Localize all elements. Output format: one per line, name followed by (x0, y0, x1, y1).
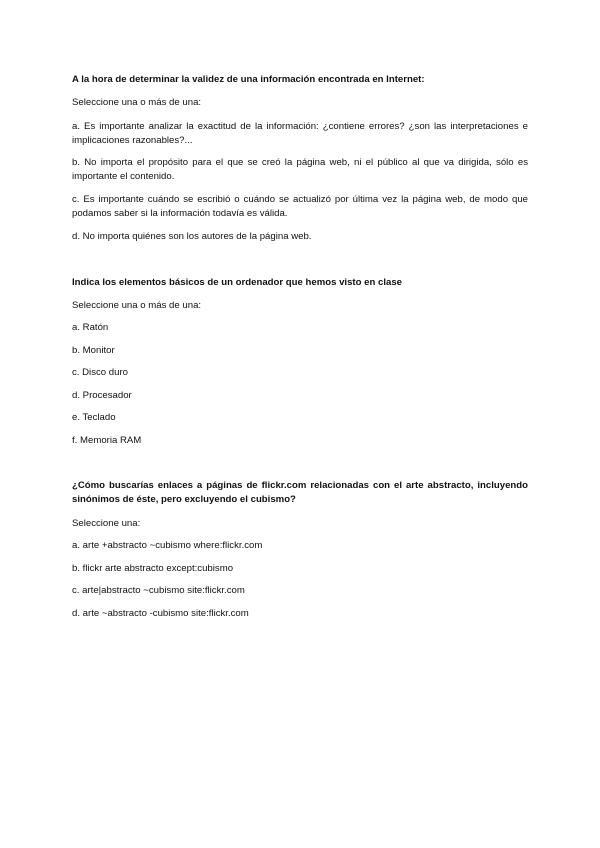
question-3-title: ¿Cómo buscarías enlaces a páginas de flickr.com relacionadas con el arte abstracto, incluyendo sinónimos de éste, pero excluyendo el cubismo? (72, 480, 528, 505)
question-3-option-a: a. arte +abstracto ~cubismo where:flickr.com (72, 540, 263, 551)
question-1-option-c: c. Es importante cuándo se escribió o cuándo se actualizó por última vez la página web, de modo que podamos saber si la información todavía es válida. (72, 194, 528, 219)
question-2-instruction: Seleccione una o más de una: (72, 300, 202, 311)
question-2-option-c: c. Disco duro (72, 367, 128, 378)
question-1-option-d: d. No importa quiénes son los autores de la página web. (72, 231, 312, 242)
question-2-option-d: d. Procesador (72, 390, 132, 401)
question-2-option-f: f. Memoria RAM (72, 435, 142, 446)
question-1-option-a: a. Es importante analizar la exactitud de la información: ¿contiene errores? ¿son las interpretaciones e implicaciones razonables?... (72, 121, 528, 146)
question-1-title: A la hora de determinar la validez de una información encontrada en Internet: (72, 74, 425, 85)
question-1-option-b: b. No importa el propósito para el que se creó la página web, ni el público al que va dirigida, sólo es importante el contenido. (72, 157, 528, 182)
question-2-option-b: b. Monitor (72, 345, 115, 356)
question-2-option-a: a. Ratón (72, 322, 109, 333)
question-2-option-e: e. Teclado (72, 412, 116, 423)
question-3-option-c: c. arte|abstracto ~cubismo site:flickr.com (72, 585, 245, 596)
question-1-instruction: Seleccione una o más de una: (72, 97, 202, 108)
question-2-title: Indica los elementos básicos de un ordenador que hemos visto en clase (72, 277, 403, 288)
question-3-option-d: d. arte ~abstracto -cubismo site:flickr.com (72, 608, 249, 619)
question-3-instruction: Seleccione una: (72, 518, 141, 529)
question-3-option-b: b. flickr arte abstracto except:cubismo (72, 563, 234, 574)
